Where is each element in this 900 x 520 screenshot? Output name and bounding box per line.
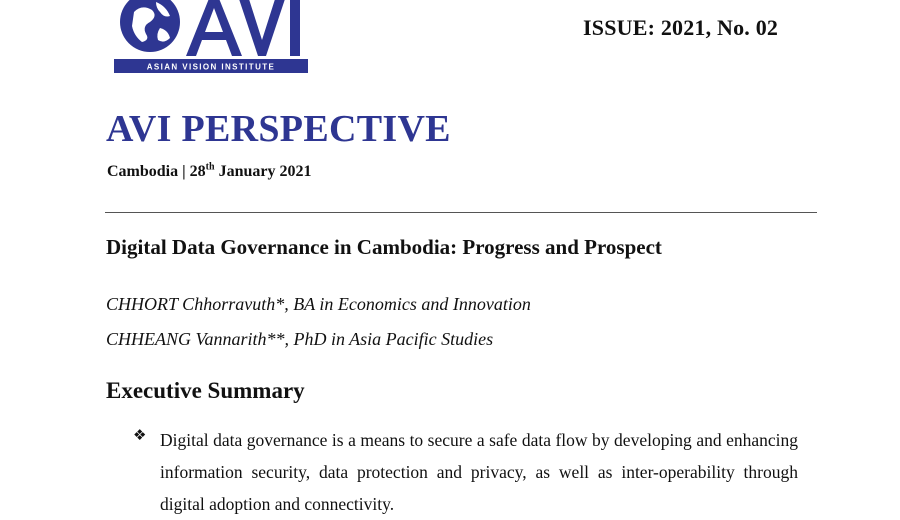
diamond-bullet-icon: ❖	[133, 426, 147, 444]
avi-logo-mark	[112, 0, 312, 78]
date-day: 28	[189, 163, 206, 180]
issue-number: ISSUE: 2021, No. 02	[583, 15, 779, 40]
author-line: CHHORT Chhorravuth*, BA in Economics and Innovation	[106, 294, 531, 314]
avi-logo	[112, 0, 312, 78]
location: Cambodia	[107, 163, 179, 180]
dateline	[107, 163, 311, 181]
separator: |	[182, 163, 186, 180]
svg-text:ASIAN VISION INSTITUTE: ASIAN VISION INSTITUTE	[146, 62, 276, 72]
date-suffix: th	[205, 161, 215, 173]
date-rest: January 2021	[218, 163, 312, 180]
author-line: CHHEANG Vannarith**, PhD in Asia Pacific Studies	[106, 329, 494, 349]
bullet-paragraph: Digital data governance is a means to secure a safe data flow by developing and enhancing information security, data protection and privacy, as well as inter-operability through digital adoption and connectivity.	[160, 430, 798, 514]
section-heading: Executive Summary	[106, 378, 305, 403]
divider	[105, 212, 817, 213]
article-headline: Digital Data Governance in Cambodia: Progress and Prospect	[106, 235, 662, 259]
publication-title: AVI PERSPECTIVE	[106, 108, 451, 150]
